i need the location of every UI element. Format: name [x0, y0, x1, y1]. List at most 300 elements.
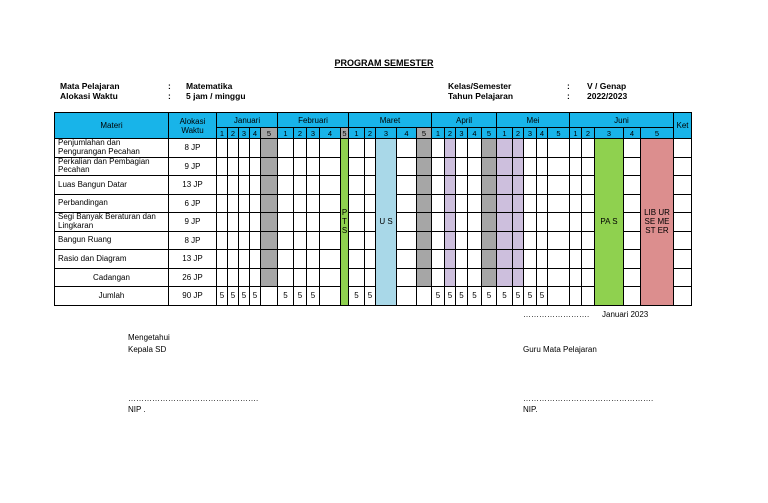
alokasi-cell: 9 JP [169, 213, 217, 232]
week-cell [307, 250, 320, 269]
week-cell [417, 139, 432, 158]
week-cell [228, 176, 239, 195]
week-cell [537, 213, 548, 232]
mapel-value: Matematika [186, 81, 233, 91]
week-cell [349, 157, 365, 176]
month-februari: Februari [278, 113, 349, 128]
week-cell [320, 157, 341, 176]
jumlah-week-value: 5 [445, 287, 456, 306]
week-cell [513, 213, 524, 232]
week-cell [582, 231, 595, 250]
week-cell [228, 213, 239, 232]
jumlah-label: Jumlah [55, 287, 169, 306]
week-cell [432, 231, 445, 250]
week-cell [570, 194, 582, 213]
week-cell [513, 231, 524, 250]
week-cell [432, 176, 445, 195]
week-cell [278, 176, 294, 195]
week-cell [468, 194, 482, 213]
week-cell [432, 213, 445, 232]
week-cell [468, 213, 482, 232]
week-cell [468, 231, 482, 250]
week-cell [497, 268, 513, 287]
week-cell [349, 250, 365, 269]
week-cell [524, 231, 537, 250]
week-header: 4 [320, 128, 341, 139]
ket-cell [674, 231, 692, 250]
week-cell [624, 231, 641, 250]
week-cell [482, 139, 497, 158]
libur-column: LIB UR SE ME ST ER [641, 139, 674, 306]
week-cell [294, 194, 307, 213]
week-cell [250, 194, 261, 213]
week-cell [239, 250, 250, 269]
week-cell [217, 268, 228, 287]
week-cell [307, 268, 320, 287]
week-cell [294, 157, 307, 176]
week-cell [278, 194, 294, 213]
week-cell [432, 268, 445, 287]
week-cell [278, 139, 294, 158]
week-cell [468, 250, 482, 269]
week-cell [320, 287, 341, 306]
week-cell [278, 157, 294, 176]
program-table [54, 112, 692, 306]
week-cell [497, 250, 513, 269]
week-cell [468, 268, 482, 287]
week-cell [294, 139, 307, 158]
week-cell [537, 194, 548, 213]
jumlah-week-value: 5 [497, 287, 513, 306]
week-cell [497, 231, 513, 250]
week-cell [261, 139, 278, 158]
jumlah-week-value: 5 [239, 287, 250, 306]
week-cell [239, 213, 250, 232]
week-cell [432, 194, 445, 213]
week-cell [456, 213, 468, 232]
week-cell [261, 213, 278, 232]
week-cell [513, 194, 524, 213]
week-cell [482, 194, 497, 213]
week-cell [445, 139, 456, 158]
header-alokasi: Alokasi Waktu [169, 113, 217, 139]
week-cell [482, 176, 497, 195]
week-cell [482, 157, 497, 176]
week-cell [278, 268, 294, 287]
week-cell [239, 176, 250, 195]
alokasi-cell: 6 JP [169, 194, 217, 213]
kelas-value: V / Genap [587, 81, 627, 91]
week-header: 5 [548, 128, 570, 139]
week-cell [397, 157, 417, 176]
week-cell [250, 268, 261, 287]
week-cell [624, 176, 641, 195]
week-cell [537, 231, 548, 250]
week-cell [239, 231, 250, 250]
month-mei: Mei [497, 113, 570, 128]
week-header: 4 [537, 128, 548, 139]
week-header: 1 [432, 128, 445, 139]
week-cell [250, 176, 261, 195]
week-cell [570, 157, 582, 176]
week-cell [228, 139, 239, 158]
week-cell [261, 250, 278, 269]
week-cell [497, 139, 513, 158]
week-cell [548, 231, 570, 250]
week-cell [582, 287, 595, 306]
week-cell [349, 213, 365, 232]
week-header: 5 [417, 128, 432, 139]
week-cell [497, 176, 513, 195]
jumlah-week-value: 5 [456, 287, 468, 306]
week-header: 3 [239, 128, 250, 139]
ket-cell [674, 157, 692, 176]
week-cell [217, 139, 228, 158]
week-cell [524, 213, 537, 232]
week-header: 4 [397, 128, 417, 139]
week-cell [320, 231, 341, 250]
week-cell [570, 139, 582, 158]
alokasi-cell: 8 JP [169, 139, 217, 158]
week-header: 3 [456, 128, 468, 139]
week-cell [349, 139, 365, 158]
us-column: U S [376, 139, 397, 306]
nip-left: NIP . [128, 405, 146, 414]
table-row [55, 139, 692, 158]
week-cell [320, 250, 341, 269]
week-cell [261, 268, 278, 287]
week-cell [294, 268, 307, 287]
week-cell [624, 139, 641, 158]
week-cell [624, 213, 641, 232]
week-cell [570, 213, 582, 232]
week-header: 4 [250, 128, 261, 139]
week-cell [278, 231, 294, 250]
week-cell [445, 157, 456, 176]
materi-cell: Segi Banyak Beraturan dan Lingkaran [55, 213, 169, 232]
week-cell [217, 213, 228, 232]
jumlah-week-value: 5 [349, 287, 365, 306]
ket-cell [674, 139, 692, 158]
week-cell [365, 157, 376, 176]
week-cell [228, 157, 239, 176]
week-cell [250, 231, 261, 250]
pts-column: P T S [341, 139, 349, 306]
week-cell [307, 231, 320, 250]
week-cell [445, 250, 456, 269]
week-cell [365, 139, 376, 158]
week-cell [456, 268, 468, 287]
week-cell [365, 231, 376, 250]
materi-cell: Perkalian dan Pembagian Pecahan [55, 157, 169, 176]
week-header: 3 [524, 128, 537, 139]
week-cell [513, 139, 524, 158]
week-cell [468, 157, 482, 176]
week-cell [365, 194, 376, 213]
week-cell [624, 157, 641, 176]
materi-cell: Bangun Ruang [55, 231, 169, 250]
week-cell [445, 194, 456, 213]
week-cell [548, 157, 570, 176]
week-cell [239, 194, 250, 213]
kepala-label: Kepala SD [128, 345, 167, 354]
week-cell [397, 194, 417, 213]
week-header: 1 [349, 128, 365, 139]
week-cell [524, 176, 537, 195]
month-januari: Januari [217, 113, 278, 128]
pas-column: PA S [595, 139, 624, 306]
ket-cell [674, 287, 692, 306]
week-cell [397, 213, 417, 232]
week-cell [294, 176, 307, 195]
week-cell [365, 250, 376, 269]
jumlah-week-value: 5 [524, 287, 537, 306]
alokasi-cell: 13 JP [169, 176, 217, 195]
week-cell [570, 268, 582, 287]
week-cell [349, 194, 365, 213]
week-cell [548, 194, 570, 213]
jumlah-week-value: 5 [250, 287, 261, 306]
week-cell [217, 157, 228, 176]
week-cell [456, 139, 468, 158]
week-cell [250, 139, 261, 158]
week-header: 5 [342, 128, 347, 138]
week-cell [261, 287, 278, 306]
signature-line-left: …………………………………………. [128, 394, 259, 403]
week-cell [365, 268, 376, 287]
week-cell [239, 268, 250, 287]
week-header: 3 [376, 128, 397, 139]
ket-cell [674, 250, 692, 269]
week-header: 4 [624, 128, 641, 139]
week-cell [217, 250, 228, 269]
week-cell [417, 213, 432, 232]
week-cell [513, 157, 524, 176]
week-cell [397, 287, 417, 306]
week-cell [320, 213, 341, 232]
week-cell [349, 176, 365, 195]
week-header: 4 [468, 128, 482, 139]
week-cell [482, 231, 497, 250]
cadangan-label: Cadangan [55, 268, 169, 287]
week-cell [397, 231, 417, 250]
week-header: 2 [228, 128, 239, 139]
kelas-label: Kelas/Semester [448, 81, 512, 91]
week-cell [456, 231, 468, 250]
mapel-label: Mata Pelajaran [60, 81, 120, 91]
tahun-label: Tahun Pelajaran [448, 91, 514, 101]
week-cell [239, 139, 250, 158]
materi-cell: Luas Bangun Datar [55, 176, 169, 195]
date-dots: ……………………. [523, 310, 590, 319]
ket-cell [674, 194, 692, 213]
week-cell [524, 157, 537, 176]
week-cell [217, 231, 228, 250]
month-april: April [432, 113, 497, 128]
week-header: 1 [497, 128, 513, 139]
jumlah-week-value: 5 [482, 287, 497, 306]
guru-label: Guru Mata Pelajaran [523, 345, 597, 354]
week-cell [548, 213, 570, 232]
alokasi-label: Alokasi Waktu [60, 91, 118, 101]
week-header: 2 [365, 128, 376, 139]
week-cell [320, 176, 341, 195]
week-cell [239, 157, 250, 176]
week-header: 2 [445, 128, 456, 139]
week-header: 5 [261, 128, 278, 139]
jumlah-week-value: 5 [365, 287, 376, 306]
week-cell [548, 176, 570, 195]
week-cell [261, 231, 278, 250]
jumlah-week-value: 5 [294, 287, 307, 306]
week-cell [513, 268, 524, 287]
week-cell [349, 231, 365, 250]
week-cell [294, 213, 307, 232]
week-cell [582, 139, 595, 158]
week-cell [524, 268, 537, 287]
week-cell [570, 176, 582, 195]
week-cell [624, 287, 641, 306]
mengetahui-label: Mengetahui [128, 333, 170, 342]
week-cell [294, 250, 307, 269]
week-cell [217, 176, 228, 195]
alokasi-cell: 13 JP [169, 250, 217, 269]
ket-cell [674, 213, 692, 232]
week-cell [482, 250, 497, 269]
jumlah-week-value: 5 [537, 287, 548, 306]
week-cell [320, 268, 341, 287]
week-cell [513, 250, 524, 269]
week-cell [570, 231, 582, 250]
mapel-colon: : [168, 81, 171, 91]
week-cell [456, 157, 468, 176]
jumlah-week-value: 5 [278, 287, 294, 306]
week-header: 3 [595, 128, 624, 139]
week-cell [417, 231, 432, 250]
week-cell [365, 176, 376, 195]
week-cell [432, 139, 445, 158]
jumlah-value: 90 JP [169, 287, 217, 306]
alokasi-cell: 26 JP [169, 268, 217, 287]
week-cell [417, 287, 432, 306]
week-cell [365, 213, 376, 232]
week-cell [278, 213, 294, 232]
tahun-value: 2022/2023 [587, 91, 628, 101]
jumlah-week-value: 5 [468, 287, 482, 306]
week-cell [513, 176, 524, 195]
week-cell [537, 176, 548, 195]
week-cell [307, 194, 320, 213]
week-cell [432, 250, 445, 269]
week-cell [228, 231, 239, 250]
week-cell [537, 139, 548, 158]
week-cell [261, 194, 278, 213]
jumlah-week-value: 5 [432, 287, 445, 306]
signature-line-right: …………………………………………. [523, 394, 654, 403]
alokasi-cell: 8 JP [169, 231, 217, 250]
nip-right: NIP. [523, 405, 538, 414]
week-cell [582, 268, 595, 287]
week-header: 1 [278, 128, 294, 139]
materi-cell: Perbandingan [55, 194, 169, 213]
alokasi-cell: 9 JP [169, 157, 217, 176]
week-cell [548, 268, 570, 287]
week-cell [624, 250, 641, 269]
week-header: 3 [307, 128, 320, 139]
week-cell [417, 194, 432, 213]
week-cell [307, 213, 320, 232]
week-cell [537, 250, 548, 269]
week-cell [482, 213, 497, 232]
week-cell [456, 176, 468, 195]
week-cell [417, 268, 432, 287]
week-header: 1 [217, 128, 228, 139]
week-cell [228, 268, 239, 287]
header-ket: Ket [674, 113, 692, 139]
tahun-colon: : [567, 91, 570, 101]
week-cell [582, 157, 595, 176]
ket-cell [674, 176, 692, 195]
week-cell [570, 287, 582, 306]
page-title: PROGRAM SEMESTER [334, 58, 434, 68]
week-cell [294, 231, 307, 250]
week-cell [524, 194, 537, 213]
week-cell [228, 194, 239, 213]
week-cell [582, 213, 595, 232]
week-cell [456, 250, 468, 269]
week-cell [468, 176, 482, 195]
week-cell [445, 176, 456, 195]
alokasi-colon: : [168, 91, 171, 101]
week-cell [524, 250, 537, 269]
week-cell [250, 157, 261, 176]
week-cell [445, 268, 456, 287]
week-cell [537, 157, 548, 176]
week-header: 2 [294, 128, 307, 139]
jumlah-week-value: 5 [307, 287, 320, 306]
materi-cell: Rasio dan Diagram [55, 250, 169, 269]
week-cell [217, 194, 228, 213]
week-cell [570, 250, 582, 269]
month-maret: Maret [349, 113, 432, 128]
jumlah-week-value: 5 [513, 287, 524, 306]
week-cell [250, 250, 261, 269]
week-cell [456, 194, 468, 213]
week-cell [582, 176, 595, 195]
week-header: 2 [582, 128, 595, 139]
header-materi: Materi [55, 113, 169, 139]
week-cell [320, 194, 341, 213]
week-cell [468, 139, 482, 158]
week-cell [250, 213, 261, 232]
week-cell [307, 139, 320, 158]
jumlah-week-value: 5 [217, 287, 228, 306]
week-cell [497, 194, 513, 213]
week-header: 1 [570, 128, 582, 139]
week-cell [397, 250, 417, 269]
week-cell [582, 194, 595, 213]
jumlah-week-value: 5 [228, 287, 239, 306]
week-cell [261, 157, 278, 176]
date-text: Januari 2023 [602, 310, 649, 319]
week-cell [397, 139, 417, 158]
week-cell [349, 268, 365, 287]
week-cell [524, 139, 537, 158]
week-cell [548, 287, 570, 306]
alokasi-value: 5 jam / minggu [186, 91, 246, 101]
kelas-colon: : [567, 81, 570, 91]
week-cell [397, 176, 417, 195]
